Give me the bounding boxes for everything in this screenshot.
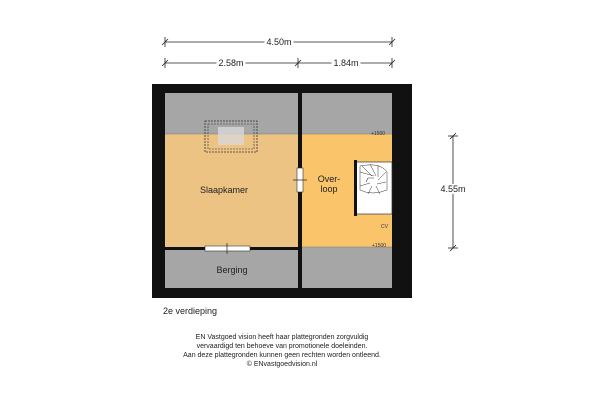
room-label-storage: Berging	[216, 265, 248, 275]
dimension-right-label: 1.84m	[333, 58, 359, 68]
dimension-left-label: 2.58m	[218, 58, 244, 68]
storage-door	[205, 246, 250, 251]
disclaimer-line-3: Aan deze plattegronden kunnen geen rechten worden ontleend.	[183, 352, 381, 359]
boiler-label: CV	[381, 224, 388, 230]
landing-low-zone-top	[302, 93, 392, 134]
staircase-icon	[354, 160, 392, 216]
landing-low-zone-bottom	[302, 247, 392, 288]
disclaimer	[132, 333, 432, 369]
disclaimer-line-1: EN Vastgoed vision heeft haar plattegronden zorgvuldig	[195, 334, 369, 341]
ceiling-height-top: +1500	[371, 131, 386, 137]
disclaimer-line-2: vervaardigd ten behoeve van promotionele doeleinden.	[196, 343, 368, 350]
room-label-bedroom: Slaapkamer	[199, 185, 249, 195]
dimension-depth-label: 4.55m	[440, 184, 466, 194]
floor-name: 2e verdieping	[163, 306, 218, 316]
ceiling-height-bottom: +1500	[372, 243, 387, 249]
disclaimer-line-4: © ENvastgoedvision.nl	[246, 361, 318, 368]
room-label-landing: Over- loop	[317, 174, 341, 194]
dimension-total-label: 4.50m	[266, 37, 292, 47]
